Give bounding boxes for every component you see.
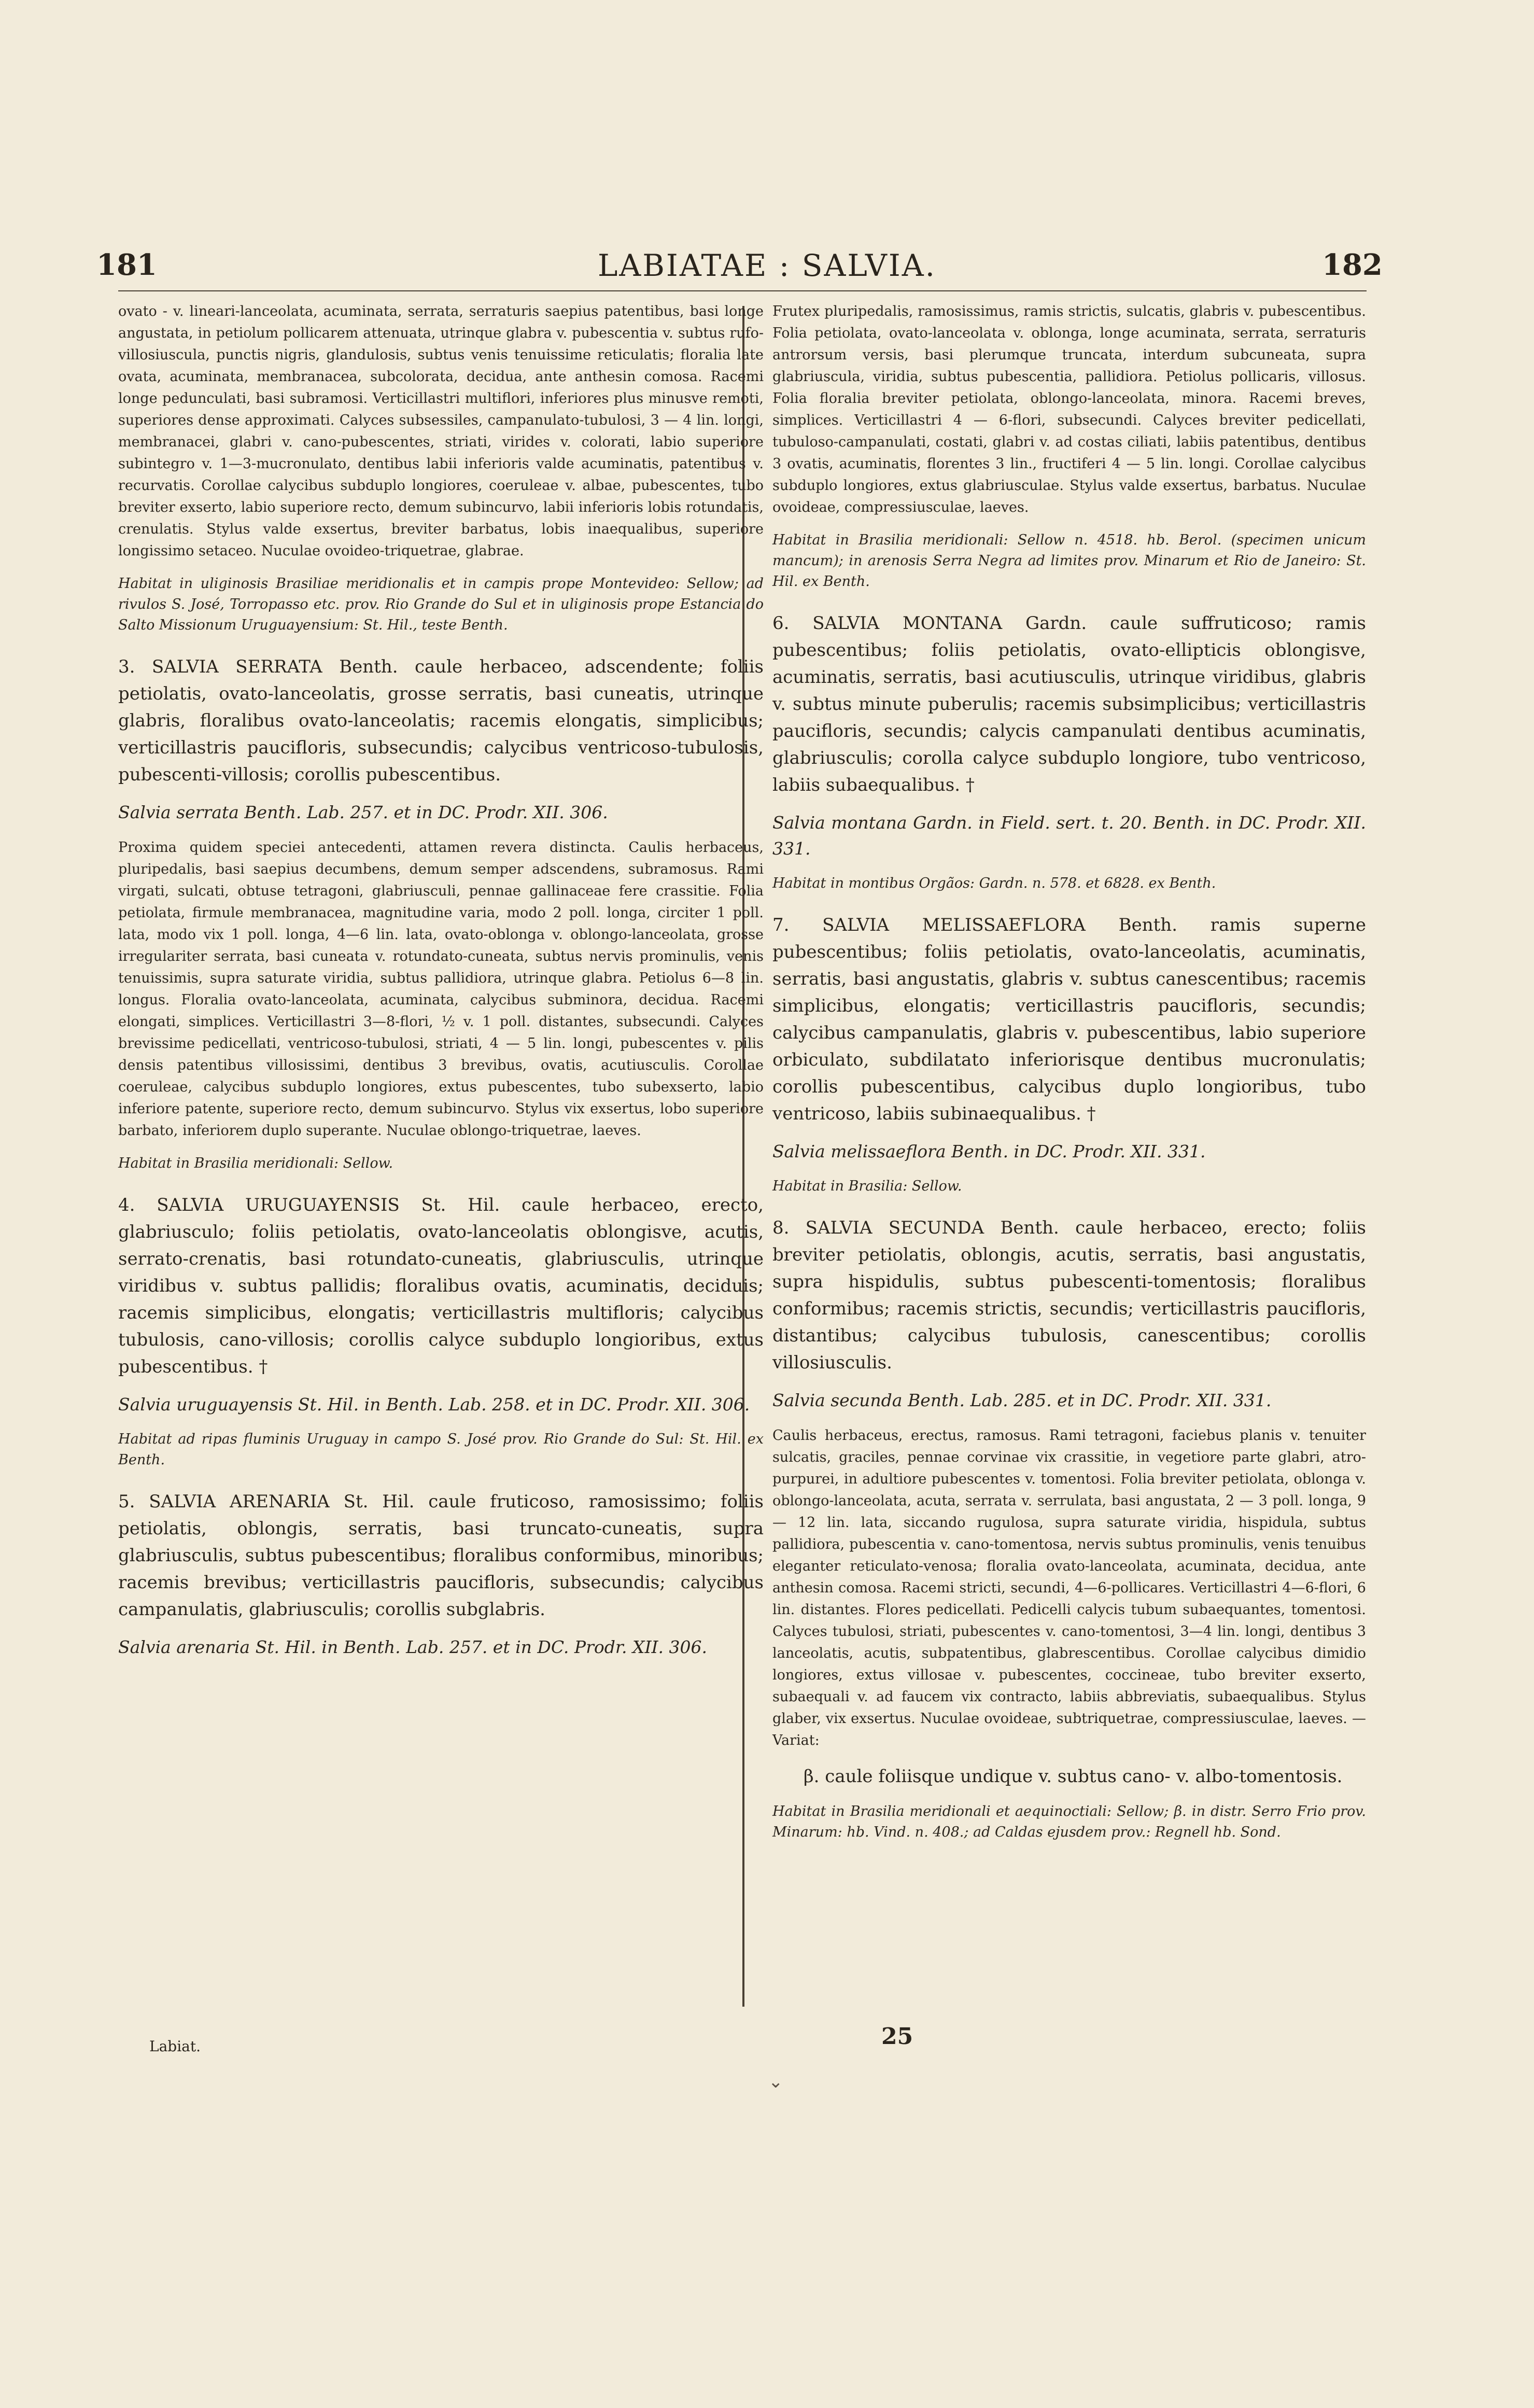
right-column [772,301,1366,1843]
species-citation: Salvia uruguayensis St. Hil. in Benth. Lab. 258. et in DC. Prodr. XII. 306. [118,1394,750,1415]
running-title: LABIATAE : SALVIA. [597,248,937,283]
species-diagnosis: 7. SALVIA MELISSAEFLORA Benth. ramis superne pubescentibus; foliis petiolatis, ovato-lanceolatis, acuminatis, serratis, basi angustatis, glabris v. subtus canescentibus; racemis simplicibus, elongatis; verticillastris paucifloris, secundis; calycibus campanulatis, glabris v. pubescentibus, labio superiore orbiculato, subdilatato inferiorisque dentibus mucronulatis; corollis pubescentibus, calycibus duplo longioribus, tubo ventricoso, labiis subinaequalibus. † [772,915,1366,1124]
habitat-text: Habitat ad ripas fluminis Uruguay in campo S. José prov. Rio Grande do Sul: St. Hil. ex Benth. [118,1431,764,1468]
species-citation: Salvia serrata Benth. Lab. 257. et in DC. Prodr. XII. 306. [118,802,608,822]
species-diagnosis: 8. SALVIA SECUNDA Benth. caule herbaceo, erecto; foliis breviter petiolatis, oblongis, acutis, serratis, basi angustatis, supra hispidulis, subtus pubescenti-tomentosis; floralibus conformibus; racemis strictis, secundis; verticillastris paucifloris, distantibus; calycibus tubulosis, canescentibus; corollis villosiusculis. [772,1217,1366,1373]
species-citation: Salvia arenaria St. Hil. in Benth. Lab. 257. et in DC. Prodr. XII. 306. [118,1637,708,1657]
habitat-text: Habitat in Brasilia meridionali: Sellow n. 4518. hb. Berol. (specimen unicum mancum); in arenosis Serra Negra ad limites prov. Minarum et Rio de Janeiro: St. Hil. ex Benth. [772,532,1366,590]
footer-signature-left: Labiat. [149,2038,201,2055]
species-diagnosis: 4. SALVIA URUGUAYENSIS St. Hil. caule herbaceo, erecto, glabriusculo; foliis petiolatis, ovato-lanceolatis oblongisve, acutis, serrato-crenatis, basi rotundato-cuneatis, glabriusculis, utrinque viridibus v. subtus pallidis; floralibus ovatis, acuminatis, deciduis; racemis simplicibus, elongatis; verticillastris multifloris; calycibus tubulosis, cano-villosis; corollis calyce subduplo longioribus, extus pubescentibus. † [118,1195,764,1377]
binding-mark: ⌄ [768,2071,783,2092]
variety-text: β. caule foliisque undique v. subtus cano- v. albo-tomentosis. [804,1766,1343,1787]
description-text: ovato - v. lineari-lanceolata, acuminata, serrata, serraturis saepius patentibus, basi longe angustata, in petiolum pollicarem attenuata, utrinque glabra v. pubescentia v. subtus rufo-villosiuscula, punctis nigris, glandulosis, subtus venis tenuissime reticulatis; floralia late ovata, acuminata, membranacea, subcolorata, decidua, ante anthesin comosa. Racemi longe pedunculati, basi subramosi. Verticillastri multiflori, inferiores plus minusve remoti, superiores dense approximati. Calyces subsessiles, campanulato-tubulosi, 3 — 4 lin. longi, membranacei, glabri v. cano-pubescentes, striati, virides v. colorati, labio superiore subintegro v. 1—3-mucronulato, dentibus labii inferioris valde acuminatis, patentibus v. recurvatis. Corollae calycibus subduplo longiores, coeruleae v. albae, pubescentes, tubo breviter exserto, labio superiore recto, demum subincurvo, labii inferioris lobis rotundatis, crenulatis. Stylus valde exsertus, breviter barbatus, lobis inaequalibus, superiore longissimo setaceo. Nuculae ovoideo-triquetrae, glabrae. [118,303,764,559]
page-number-left: 181 [96,248,157,282]
left-column [118,301,764,1660]
sheet-number: 25 [881,2023,913,2050]
species-citation: Salvia melissaeflora Benth. in DC. Prodr. XII. 331. [772,1141,1206,1161]
species-citation: Salvia montana Gardn. in Field. sert. t. 20. Benth. in DC. Prodr. XII. 331. [772,813,1366,859]
habitat-text: Habitat in uliginosis Brasiliae meridionalis et in campis prope Montevideo: Sellow; ad rivulos S. José, Torropasso etc. prov. Rio Grande do Sul et in uliginosis prope Estancia do Salto Missionum Uruguayensium: St. Hil., teste Benth. [118,576,764,633]
species-diagnosis: 5. SALVIA ARENARIA St. Hil. caule fruticoso, ramosissimo; foliis petiolatis, oblongis, serratis, basi truncato-cuneatis, supra glabriusculis, subtus pubescentibus; floralibus conformibus, minoribus; racemis brevibus; verticillastris paucifloris, subsecundis; calycibus campanulatis, glabriusculis; corollis subglabris. [118,1491,764,1620]
header-rule [118,290,1367,291]
habitat-text: Habitat in montibus Orgãos: Gardn. n. 578. et 6828. ex Benth. [772,875,1216,891]
description-text: Caulis herbaceus, erectus, ramosus. Rami tetragoni, faciebus planis v. tenuiter sulcatis, graciles, pennae corvinae vix crassitie, in vegetiore parte glabri, atro-purpurei, in adultiore pubescentes v. tomentosi. Folia breviter petiolata, oblonga v. oblongo-lanceolata, acuta, serrata v. serrulata, basi angustata, 2 — 3 poll. longa, 9 — 12 lin. lata, siccando rugulosa, supra saturate viridia, hispidula, subtus pallidiora, pubescentia v. cano-tomentosa, nervis subtus prominulis, venis tenuibus eleganter reticulato-venosa; floralia ovato-lanceolata, acuminata, decidua, ante anthesin comosa. Racemi stricti, secundi, 4—6-pollicares. Verticillastri 4—6-flori, 6 lin. distantes. Flores pedicellati. Pedicelli calycis tubum subaequantes, tomentosi. Calyces tubulosi, striati, pubescentes v. cano-tomentosi, 3—4 lin. longi, dentibus 3 lanceolatis, acutis, subpatentibus, glabrescentibus. Corollae calycibus dimidio longiores, extus villosae v. pubescentes, coccineae, tubo breviter exserto, subaequali v. ad faucem vix contracto, labiis abbreviatis, subaequalibus. Stylus glaber, vix exsertus. Nuculae ovoideae, subtriquetrae, compressiusculae, laeves. — Variat: [772,1427,1366,1748]
species-citation: Salvia secunda Benth. Lab. 285. et in DC. Prodr. XII. 331. [772,1390,1272,1410]
habitat-text: Habitat in Brasilia meridionali: Sellow. [118,1155,393,1171]
species-diagnosis: 3. SALVIA SERRATA Benth. caule herbaceo, adscendente; foliis petiolatis, ovato-lanceolatis, grosse serratis, basi cuneatis, utrinque glabris, floralibus ovato-lanceolatis; racemis elongatis, simplicibus; verticillastris paucifloris, subsecundis; calycibus ventricoso-tubulosis, pubescenti-villosis; corollis pubescentibus. [118,656,764,785]
species-diagnosis: 6. SALVIA MONTANA Gardn. caule suffruticoso; ramis pubescentibus; foliis petiolatis, ovato-ellipticis oblongisve, acuminatis, serratis, basi acutiusculis, utrinque viridibus, glabris v. subtus minute puberulis; racemis subsimplicibus; verticillastris paucifloris, secundis; calycis campanulati dentibus acuminatis, glabriusculis; corolla calyce subduplo longiore, tubo ventricoso, labiis subaequalibus. † [772,613,1366,795]
description-text: Frutex pluripedalis, ramosissimus, ramis strictis, sulcatis, glabris v. pubescentibus. Folia petiolata, ovato-lanceolata v. oblonga, longe acuminata, serrata, serraturis antrorsum versis, basi plerumque truncata, interdum subcuneata, supra glabriuscula, viridia, subtus pubescentia, pallidiora. Petiolus pollicaris, villosus. Folia floralia breviter petiolata, oblongo-lanceolata, minora. Racemi breves, simplices. Verticillastri 4 — 6-flori, subsecundi. Calyces breviter pedicellati, tubuloso-campanulati, costati, glabri v. ad costas ciliati, labiis patentibus, dentibus 3 ovatis, acuminatis, florentes 3 lin., fructiferi 4 — 5 lin. longi. Corollae calycibus subduplo longiores, extus glabriusculae. Stylus valde exsertus, barbatus. Nuculae ovoideae, compressiusculae, laeves. [772,303,1366,515]
habitat-text: Habitat in Brasilia meridionali et aequinoctiali: Sellow; β. in distr. Serro Frio prov. Minarum: hb. Vind. n. 408.; ad Caldas ejusdem prov.: Regnell hb. Sond. [772,1803,1366,1840]
description-text: Proxima quidem speciei antecedenti, attamen revera distincta. Caulis herbaceus, pluripedalis, basi saepius decumbens, demum semper adscendens, subramosus. Rami virgati, sulcati, obtuse tetragoni, glabriusculi, pennae gallinaceae fere crassitie. Folia petiolata, firmule membranacea, magnitudine varia, modo 2 poll. longa, circiter 1 poll. lata, modo vix 1 poll. longa, 4—6 lin. lata, ovato-oblonga v. oblongo-lanceolata, grosse irregulariter serrata, basi cuneata v. rotundato-cuneata, subtus nervis prominulis, venis tenuissimis, supra saturate viridia, subtus pallidiora, utrinque glabra. Petiolus 6—8 lin. longus. Floralia ovato-lanceolata, acuminata, calycibus subminora, decidua. Racemi elongati, simplices. Verticillastri 3—8-flori, ½ v. 1 poll. distantes, subsecundi. Calyces brevissime pedicellati, ventricoso-tubulosi, striati, 4 — 5 lin. longi, pubescentes v. pilis densis patentibus villosissimi, dentibus 3 brevibus, ovatis, acutiusculis. Corollae coeruleae, calycibus subduplo longiores, extus pubescentes, tubo subexserto, labio inferiore patente, superiore recto, demum subincurvo. Stylus vix exsertus, lobo superiore barbato, inferiorem duplo superante. Nuculae oblongo-triquetrae, laeves. [118,839,764,1139]
page-number-right: 182 [1322,248,1383,282]
habitat-text: Habitat in Brasilia: Sellow. [772,1178,962,1194]
